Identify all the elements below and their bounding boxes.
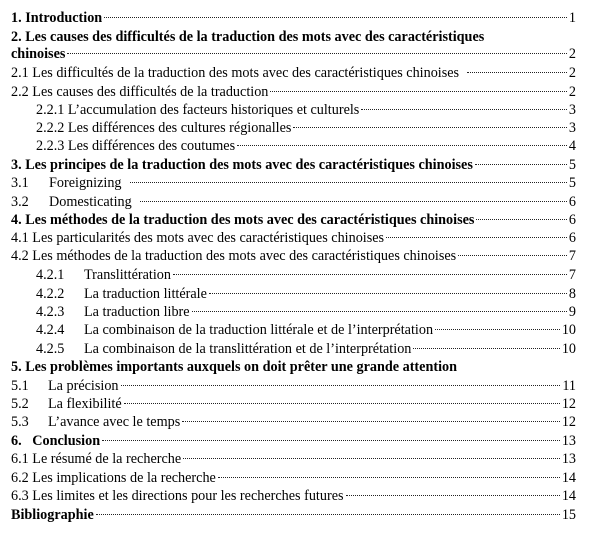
toc-entry-text: La traduction libre <box>84 304 190 320</box>
toc-leader-dots <box>173 274 567 275</box>
toc-entry-number: 4.2.2 <box>36 286 65 302</box>
toc-leader-dots <box>475 164 567 165</box>
toc-leader-dots <box>386 237 567 238</box>
toc-leader-dots <box>124 403 560 404</box>
toc-entry-text: Domesticating <box>49 194 132 210</box>
toc-leader-dots <box>346 495 560 496</box>
toc-entry-5-1[interactable] <box>11 377 576 395</box>
toc-entry-4-2-4[interactable] <box>36 321 576 339</box>
toc-leader-dots <box>183 458 560 459</box>
toc-leader-dots <box>121 385 561 386</box>
toc-leader-dots <box>96 514 560 515</box>
toc-leader-dots <box>209 293 567 294</box>
toc-entry-2-2-3[interactable] <box>36 137 576 155</box>
toc-entry-number: 5.2 <box>11 396 29 412</box>
toc-entry-page: 12 <box>561 414 576 430</box>
toc-entry-2-2-2[interactable] <box>36 119 576 137</box>
toc-entry-page: 14 <box>561 470 576 486</box>
toc-entry-text: 3. Les principes de la traduction des mots avec des caractéristiques chinoises <box>11 157 473 173</box>
toc-entry-page: 14 <box>561 488 576 504</box>
toc-entry-4-2-1[interactable] <box>36 266 576 284</box>
toc-entry-text: 6.2 Les implications de la recherche <box>11 470 216 486</box>
toc-entry-page: 2 <box>568 84 576 100</box>
toc-entry-page: 13 <box>561 451 576 467</box>
toc-entry-page: 8 <box>568 286 576 302</box>
toc-entry-text: 2. Les causes des difficultés de la traduction des mots avec des caractéristiques <box>11 29 485 45</box>
toc-entry-text: 6.3 Les limites et les directions pour les recherches futures <box>11 488 344 504</box>
toc-entry-2-1[interactable] <box>11 64 576 82</box>
toc-entry-page: 9 <box>568 304 576 320</box>
toc-entry-text: 2.1 Les difficultés de la traduction des mots avec des caractéristiques chinoises <box>11 65 460 81</box>
toc-entry-number: 4.2.5 <box>36 341 65 357</box>
toc-entry-section-5[interactable] <box>11 358 576 376</box>
toc-leader-dots <box>237 145 567 146</box>
toc-leader-dots <box>67 53 567 54</box>
toc-leader-dots <box>102 440 560 441</box>
toc-entry-text: Translittération <box>84 267 171 283</box>
toc-entry-page: 2 <box>568 65 576 81</box>
toc-entry-4-2-2[interactable] <box>36 285 576 303</box>
toc-entry-number: 3.2 <box>11 194 29 210</box>
toc-entry-text: 5. Les problèmes importants auxquels on doit prêter une grande attention <box>11 359 457 375</box>
toc-entry-text: 2.2.3 Les différences des coutumes <box>36 138 236 154</box>
toc-entry-text: L’avance avec le temps <box>48 414 181 430</box>
toc-entry-text: La combinaison de la translittération et de l’interprétation <box>84 341 412 357</box>
toc-entry-text: 2.2.2 Les différences des cultures régionalles <box>36 120 292 136</box>
toc-entry-4-1[interactable] <box>11 229 576 247</box>
toc-entry-page: 7 <box>568 267 576 283</box>
toc-entry-page: 5 <box>568 175 576 191</box>
toc-leader-dots <box>458 255 567 256</box>
toc-entry-5-3[interactable] <box>11 413 576 431</box>
toc-entry-text: La traduction littérale <box>84 286 207 302</box>
toc-entry-page: 3 <box>568 120 576 136</box>
toc-entry-text-cont: chinoises <box>11 46 66 62</box>
toc-leader-dots <box>130 182 567 183</box>
toc-entry-section-6[interactable] <box>11 432 576 450</box>
toc-entry-bibliographie[interactable] <box>11 506 576 524</box>
toc-entry-page: 6 <box>568 230 576 246</box>
toc-leader-dots <box>476 219 566 220</box>
toc-entry-page: 3 <box>568 102 576 118</box>
toc-entry-section-4[interactable] <box>11 211 576 229</box>
toc-entry-text: La précision <box>48 378 119 394</box>
toc-entry-page: 10 <box>561 322 576 338</box>
toc-entry-5-2[interactable] <box>11 395 576 413</box>
toc-entry-text: Foreignizing <box>49 175 122 191</box>
toc-entry-text: 6.1 Le résumé de la recherche <box>11 451 182 467</box>
toc-entry-number: 5.3 <box>11 414 29 430</box>
toc-entry-text: 4.2 Les méthodes de la traduction des mots avec des caractéristiques chinoises <box>11 248 457 264</box>
toc-entry-page: 4 <box>568 138 576 154</box>
toc-entry-page: 11 <box>562 378 576 394</box>
toc-leader-dots <box>413 348 559 349</box>
toc-entry-number: 3.1 <box>11 175 29 191</box>
toc-entry-text: Bibliographie <box>11 507 94 523</box>
toc-entry-introduction[interactable] <box>11 9 576 27</box>
toc-entry-text: 1. Introduction <box>11 10 103 26</box>
toc-entry-text: 4. Les méthodes de la traduction des mots avec des caractéristiques chinoises <box>11 212 475 228</box>
toc-entry-3-1[interactable] <box>11 174 576 192</box>
toc-leader-dots <box>140 201 567 202</box>
toc-entry-section-2[interactable] <box>11 29 576 63</box>
toc-leader-dots <box>293 127 566 128</box>
toc-leader-dots <box>192 311 567 312</box>
toc-entry-text: La combinaison de la traduction littérale et de l’interprétation <box>84 322 434 338</box>
toc-entry-number: 5.1 <box>11 378 29 394</box>
toc-leader-dots <box>270 91 567 92</box>
toc-entry-text: La flexibilité <box>48 396 122 412</box>
toc-entry-6-1[interactable] <box>11 450 576 468</box>
toc-entry-text: 2.2 Les causes des difficultés de la traduction <box>11 84 269 100</box>
toc-leader-dots <box>361 109 567 110</box>
toc-entry-text: 2.2.1 L’accumulation des facteurs historiques et culturels <box>36 102 360 118</box>
toc-entry-number: 4.2.4 <box>36 322 65 338</box>
toc-entry-3-2[interactable] <box>11 193 576 211</box>
toc-entry-page: 13 <box>561 433 576 449</box>
toc-leader-dots <box>104 17 567 18</box>
toc-entry-6-2[interactable] <box>11 469 576 487</box>
toc-leader-dots <box>435 329 560 330</box>
toc-entry-page: 1 <box>568 10 576 26</box>
toc-entry-text: 6. Conclusion <box>11 433 101 449</box>
toc-entry-page: 10 <box>561 341 576 357</box>
toc-entry-number: 4.2.3 <box>36 304 65 320</box>
toc-entry-page: 15 <box>561 507 576 523</box>
toc-leader-dots <box>467 72 567 73</box>
toc-entry-page: 5 <box>568 157 576 173</box>
toc-entry-text: 4.1 Les particularités des mots avec des caractéristiques chinoises <box>11 230 385 246</box>
toc-entry-page: 6 <box>568 194 576 210</box>
toc-entry-page: 2 <box>568 46 576 62</box>
toc-entry-page: 12 <box>561 396 576 412</box>
toc-entry-2-2[interactable] <box>11 83 576 101</box>
toc-leader-dots <box>182 421 560 422</box>
toc-entry-page: 7 <box>568 248 576 264</box>
toc-entry-number: 4.2.1 <box>36 267 65 283</box>
toc-entry-4-2-5[interactable] <box>36 340 576 358</box>
toc-entry-6-3[interactable] <box>11 487 576 505</box>
toc-leader-dots <box>218 477 560 478</box>
toc-entry-section-3[interactable] <box>11 156 576 174</box>
toc-entry-page: 6 <box>568 212 576 228</box>
toc-entry-4-2[interactable] <box>11 247 576 265</box>
toc-entry-4-2-3[interactable] <box>36 303 576 321</box>
toc-entry-2-2-1[interactable] <box>36 101 576 119</box>
